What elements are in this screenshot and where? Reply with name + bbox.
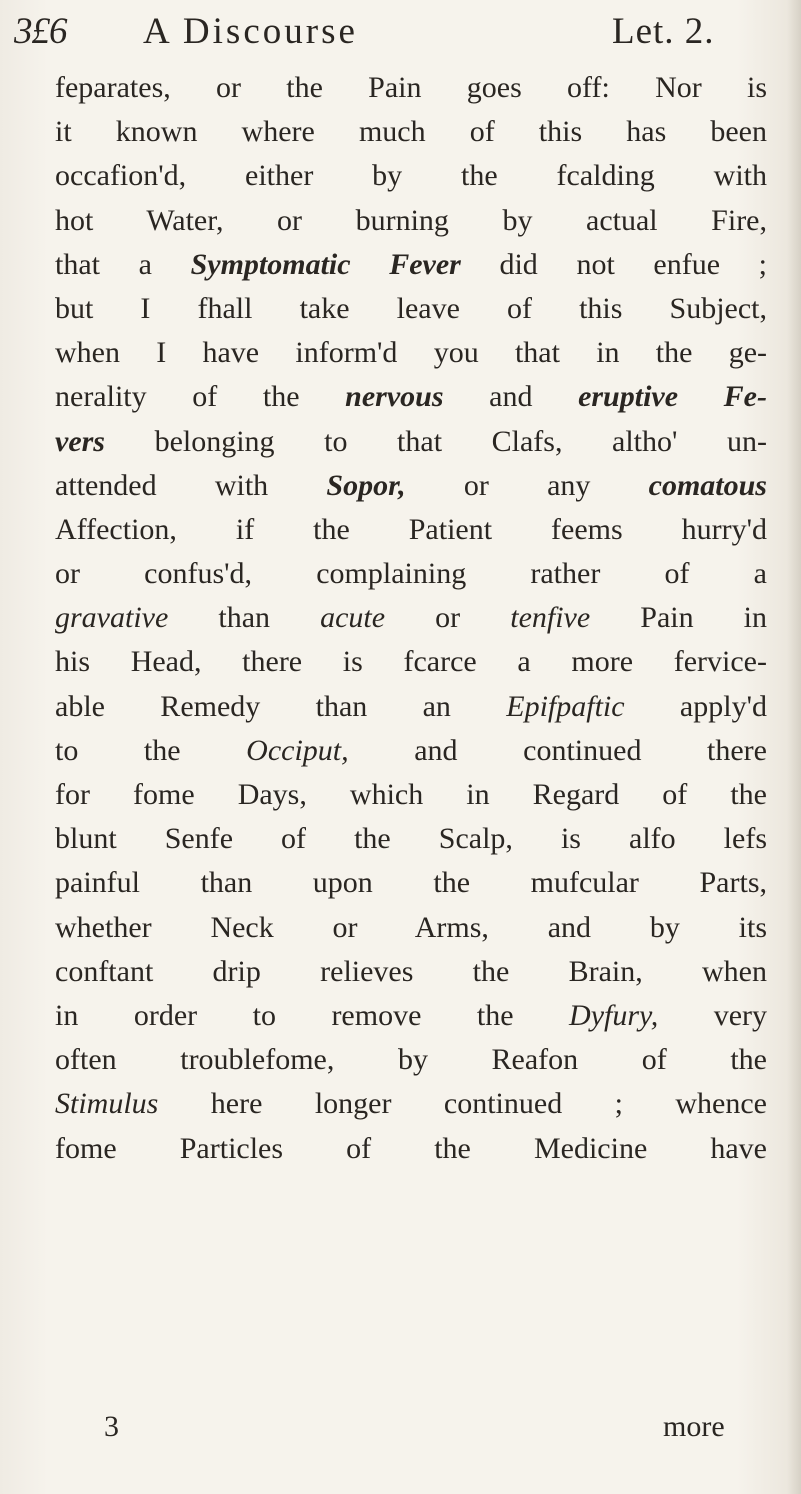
emphasis-term: nervous [345,380,444,414]
text-line [55,110,767,154]
emphasis-term: vers [55,424,105,458]
text-line [55,1127,767,1171]
text-run: here longer continued ; whence [158,1087,767,1121]
text-run: Pain in [590,601,768,635]
text-run: or confus'd, complaining rather of a [55,557,767,591]
italic-term: Epifpaftic [506,689,625,723]
text-run: painful than upon the mufcular Parts, [55,866,767,900]
text-run: to the [55,733,247,767]
text-run: it known where much of this has been [55,115,767,149]
text-run: nerality of the [55,380,346,414]
text-run: and continued there [348,733,767,767]
page-number: 3£6 [14,11,67,52]
text-run: that a [55,247,191,281]
text-run: apply'd [624,689,767,723]
catchword: more [663,1410,725,1443]
text-line [55,375,767,419]
text-run: attended with [55,468,327,502]
emphasis-term: comatous [648,468,767,502]
text-run: very [658,998,768,1032]
text-line [55,1038,767,1082]
text-line [55,861,767,905]
text-run: blunt Senfe of the Scalp, is alfo lefs [55,822,767,856]
italic-term: Stimulus [55,1087,159,1121]
text-run: or [385,601,511,635]
emphasis-term: Sopor, [326,468,406,502]
emphasis-term: eruptive Fe- [578,380,767,414]
text-run: or any [405,468,649,502]
text-line [55,199,767,243]
text-run: Affection, if the Patient feems hurry'd [55,512,767,546]
text-run: did not enfue ; [460,247,767,281]
italic-term: tenfive [510,601,591,635]
text-line [55,685,767,729]
text-line [55,906,767,950]
text-line [55,508,767,552]
text-run: conftant drip relieves the Brain, when [55,954,767,988]
text-run: feparates, or the Pain goes off: Nor is [55,71,767,104]
page-footer [0,1410,801,1454]
text-run: but I fhall take leave of this Subject, [55,291,767,325]
text-line [55,66,767,110]
italic-term: acute [320,601,386,635]
italic-term: Occiput, [246,733,349,767]
running-header [0,10,801,60]
text-run: occafion'd, either by the fcalding with [55,159,767,193]
text-run: than [168,601,321,635]
text-line [55,596,767,640]
italic-term: gravative [55,601,169,635]
italic-term: Dyfury, [569,998,659,1032]
text-run: in order to remove the [55,998,570,1032]
text-line [55,331,767,375]
text-run: belonging to that Clafs, altho' un- [104,424,767,458]
lecture-reference: Let. 2. [612,11,715,52]
text-line [55,420,767,464]
text-run: often troublefome, by Reafon of the [55,1043,767,1077]
signature-mark: 3 [104,1410,119,1443]
text-run: and [443,380,579,414]
running-title: A Discourse [143,11,358,52]
text-line [55,464,767,508]
text-run: when I have inform'd you that in the ge- [55,336,767,370]
text-line [55,773,767,817]
text-line [55,154,767,198]
text-line [55,817,767,861]
text-run: whether Neck or Arms, and by its [55,910,767,944]
text-line [55,243,767,287]
text-run: for fome Days, which in Regard of the [55,778,767,811]
text-run: fome Particles of the Medicine have [55,1131,767,1165]
text-line [55,994,767,1038]
text-line [55,287,767,331]
body-text [55,66,767,1171]
text-line [55,640,767,684]
emphasis-term: Symptomatic Fever [190,247,461,281]
text-line [55,950,767,994]
text-line [55,1082,767,1126]
text-line [55,552,767,596]
page-edge-shadow [787,0,801,1494]
text-run: able Remedy than an [55,689,507,723]
text-line [55,729,767,773]
text-run: hot Water, or burning by actual Fire, [55,203,767,237]
text-run: his Head, there is fcarce a more fervice- [55,645,767,679]
